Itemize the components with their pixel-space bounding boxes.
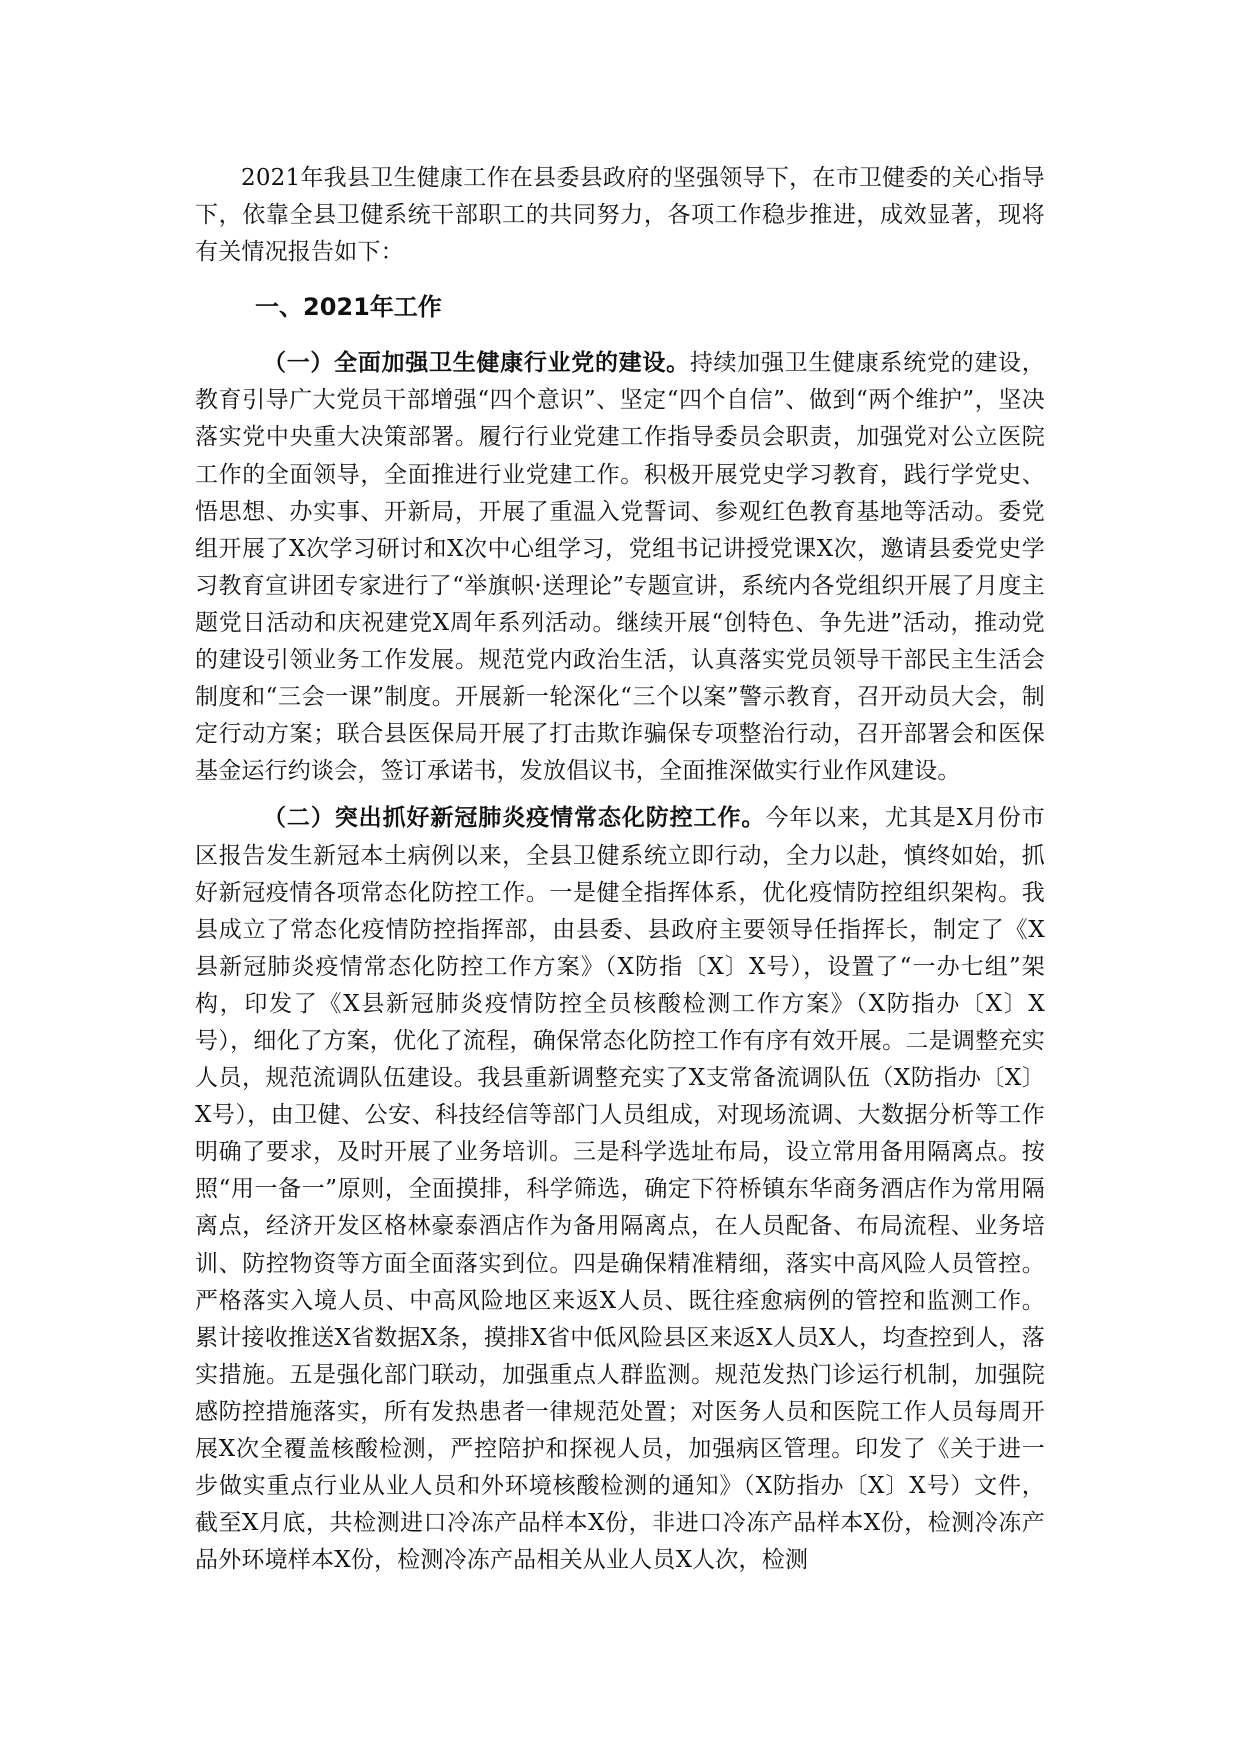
section-1-body: 持续加强卫生健康系统党的建设，教育引导广大党员干部增强“四个意识”、坚定“四个自信”、做到“两个维护”，坚决落实党中央重大决策部署。履行行业党建工作指导委员会职责，加强党对公立医院工作的全面领导，全面推进行业党建工作。积极开展党史学习教育，践行学党史、悟思想、办实事、开新局，开展了重温入党誓词、参观红色教育基地等活动。委党组开展了X次学习研讨和X次中心组学习，党组书记讲授党课X次，邀请县委党史学习教育宣讲团专家进行了“举旗帜·送理论”专题宣讲，系统内各党组织开展了月度主题党日活动和庆祝建党X周年系列活动。继续开展“创特色、争先进”活动，推动党的建设引领业务工作发展。规范党内政治生活，认真落实党员领导干部民主生活会制度和“三会一课”制度。开展新一轮深化“三个以案”警示教育，召开动员大会，制定行动方案；联合县医保局开展了打击欺诈骗保专项整治行动，召开部署会和医保基金运行约谈会，签订承诺书，发放倡议书，全面推深做实行业作风建设。 <box>195 350 1045 785</box>
section-2-lead: （二）突出抓好新冠肺炎疫情常态化防控工作。 <box>263 805 766 832</box>
section-2-paragraph <box>195 800 1045 1579</box>
section-1-paragraph <box>195 345 1045 790</box>
section-2-body: 今年以来，尤其是X月份市区报告发生新冠本土病例以来，全县卫健系统立即行动，全力以赴，慎终如始，抓好新冠疫情各项常态化防控工作。一是健全指挥体系，优化疫情防控组织架构。我县成立了常态化疫情防控指挥部，由县委、县政府主要领导任指挥长，制定了《X县新冠肺炎疫情常态化防控工作方案》（X防指〔X〕X号），设置了“一办七组”架构，印发了《X县新冠肺炎疫情防控全员核酸检测工作方案》（X防指办〔X〕X号），细化了方案，优化了流程，确保常态化防控工作有序有效开展。二是调整充实人员，规范流调队伍建设。我县重新调整充实了X支常备流调队伍（X防指办〔X〕X号），由卫健、公安、科技经信等部门人员组成，对现场流调、大数据分析等工作明确了要求，及时开展了业务培训。三是科学选址布局，设立常用备用隔离点。按照“用一备一”原则，全面摸排，科学筛选，确定下符桥镇东华商务酒店作为常用隔离点，经济开发区格林豪泰酒店作为备用隔离点，在人员配备、布局流程、业务培训、防控物资等方面全面落实到位。四是确保精准精细，落实中高风险人员管控。严格落实入境人员、中高风险地区来返X人员、既往痊愈病例的管控和监测工作。累计接收推送X省数据X条，摸排X省中低风险县区来返X人员X人，均查控到人，落实措施。五是强化部门联动，加强重点人群监测。规范发热门诊运行机制，加强院感防控措施落实，所有发热患者一律规范处置；对医务人员和医院工作人员每周开展X次全覆盖核酸检测，严控陪护和探视人员，加强病区管理。印发了《关于进一步做实重点行业从业人员和外环境核酸检测的通知》（X防指办〔X〕X号）文件，截至X月底，共检测进口冷冻产品样本X份，非进口冷冻产品样本X份，检测冷冻产品外环境样本X份，检测冷冻产品相关从业人员X人次，检测 <box>195 805 1045 1574</box>
intro-paragraph: 2021年我县卫生健康工作在县委县政府的坚强领导下，在市卫健委的关心指导下，依靠全县卫健系统干部职工的共同努力，各项工作稳步推进，成效显著，现将有关情况报告如下： <box>195 165 1045 266</box>
section-heading-2021-work: 一、2021年工作 <box>255 293 442 322</box>
section-1-lead: （一）全面加强卫生健康行业党的建设。 <box>263 350 690 377</box>
section-party-building <box>195 345 1045 790</box>
document-page <box>195 160 1045 1579</box>
section-epidemic-control <box>195 800 1045 1579</box>
